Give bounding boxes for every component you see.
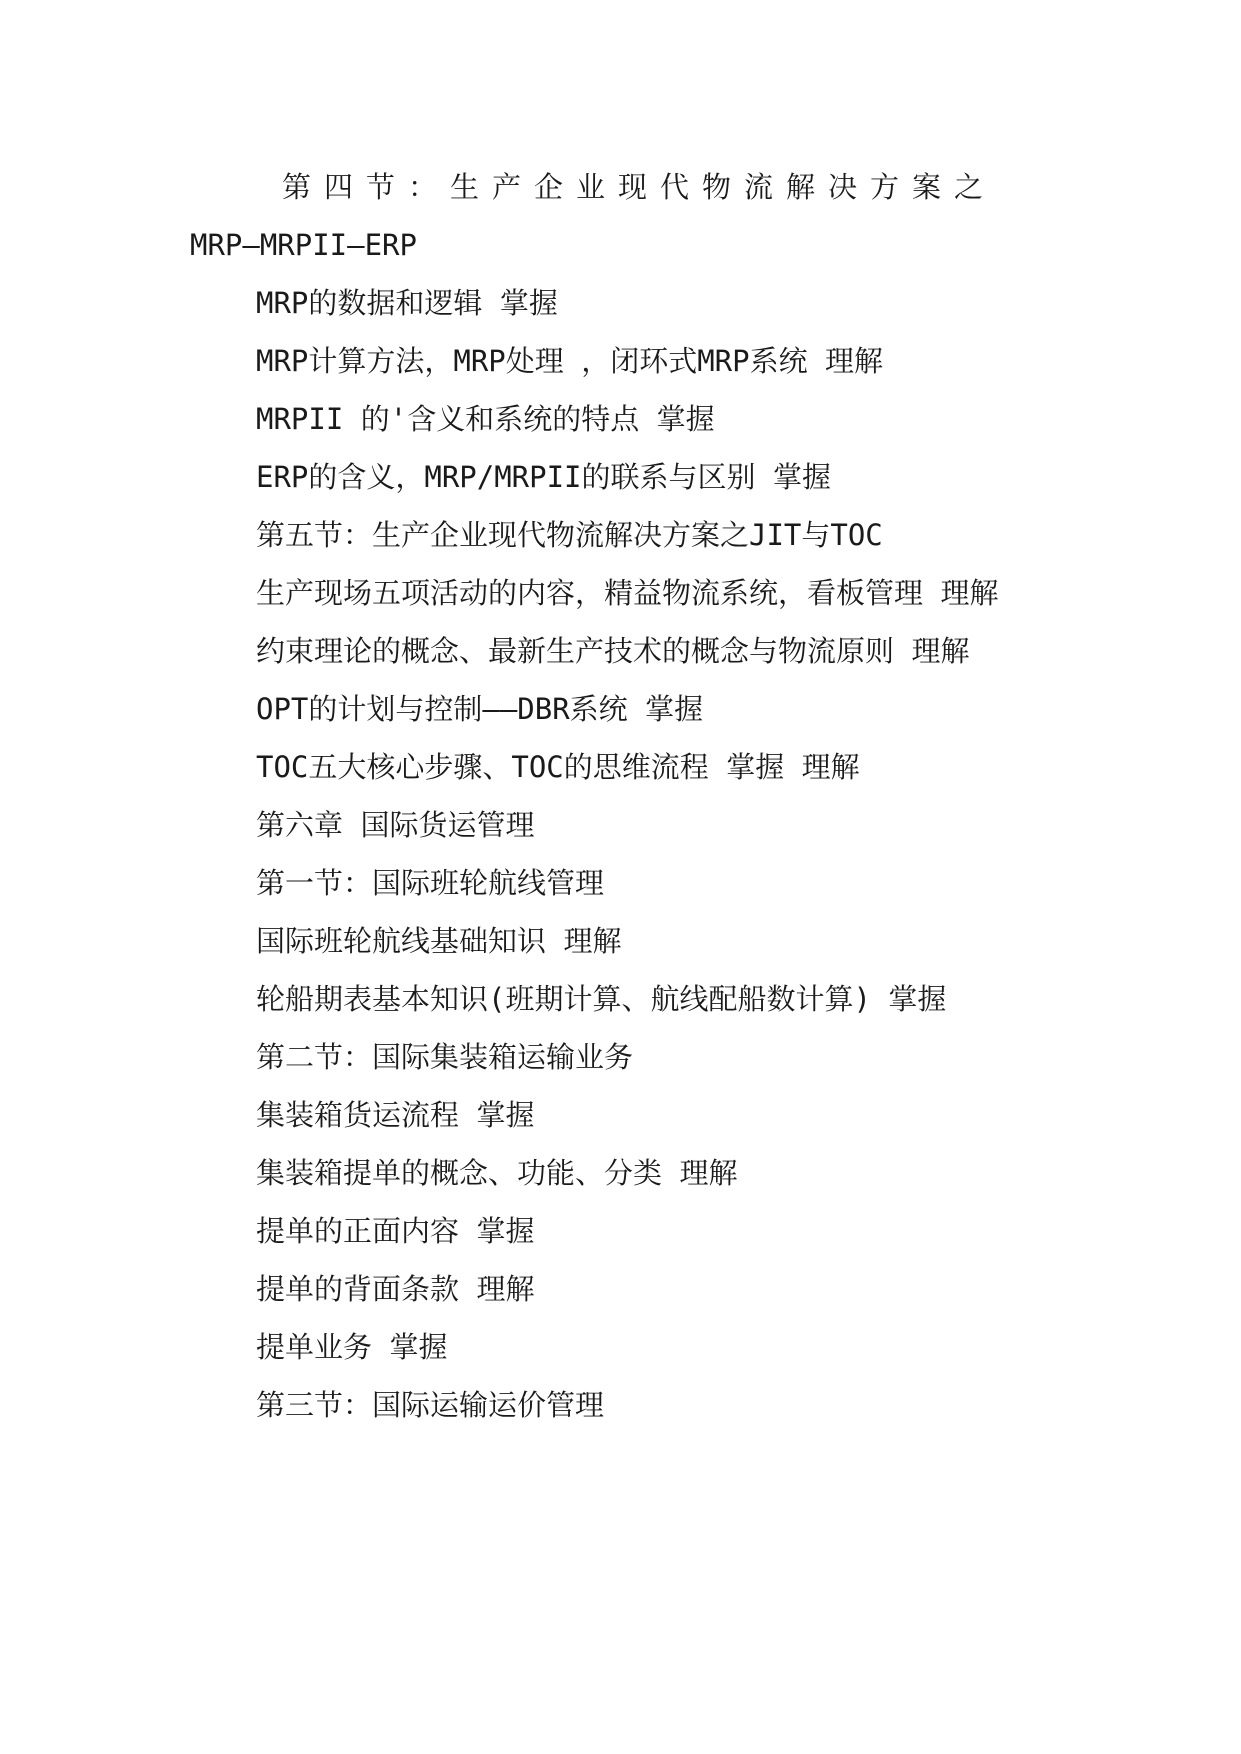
paragraph: 集装箱提单的概念、功能、分类 理解 — [256, 1156, 738, 1190]
paragraph: 提单的背面条款 理解 — [256, 1272, 535, 1306]
section-title-line1: 第四节：生产企业现代物流解决方案之 — [282, 170, 997, 204]
paragraph: 约束理论的概念、最新生产技术的概念与物流原则 理解 — [256, 634, 970, 668]
paragraph: 生产现场五项活动的内容，精益物流系统，看板管理 理解 — [256, 576, 999, 610]
paragraph: 提单业务 掌握 — [256, 1330, 448, 1364]
section-heading: 第三节：国际运输运价管理 — [256, 1388, 605, 1422]
section-heading: 第二节：国际集装箱运输业务 — [256, 1040, 634, 1074]
section-heading: 第一节：国际班轮航线管理 — [256, 866, 605, 900]
paragraph: 轮船期表基本知识(班期计算、航线配船数计算) 掌握 — [256, 982, 947, 1016]
paragraph: MRPII 的'含义和系统的特点 掌握 — [256, 402, 715, 436]
paragraph: 提单的正面内容 掌握 — [256, 1214, 535, 1248]
paragraph: MRP的数据和逻辑 掌握 — [256, 286, 558, 320]
section-heading: 第五节：生产企业现代物流解决方案之JIT与TOC — [256, 518, 883, 552]
document-body — [190, 158, 1060, 1434]
paragraph: OPT的计划与控制——DBR系统 掌握 — [256, 692, 704, 726]
paragraph: 国际班轮航线基础知识 理解 — [256, 924, 622, 958]
section-title-line2: MRP—MRPII—ERP — [190, 228, 417, 262]
paragraph: MRP计算方法，MRP处理 ，闭环式MRP系统 理解 — [256, 344, 884, 378]
paragraph: TOC五大核心步骤、TOC的思维流程 掌握 理解 — [256, 750, 860, 784]
paragraph: 集装箱货运流程 掌握 — [256, 1098, 535, 1132]
paragraph: ERP的含义，MRP/MRPII的联系与区别 掌握 — [256, 460, 831, 494]
chapter-heading: 第六章 国际货运管理 — [256, 808, 535, 842]
